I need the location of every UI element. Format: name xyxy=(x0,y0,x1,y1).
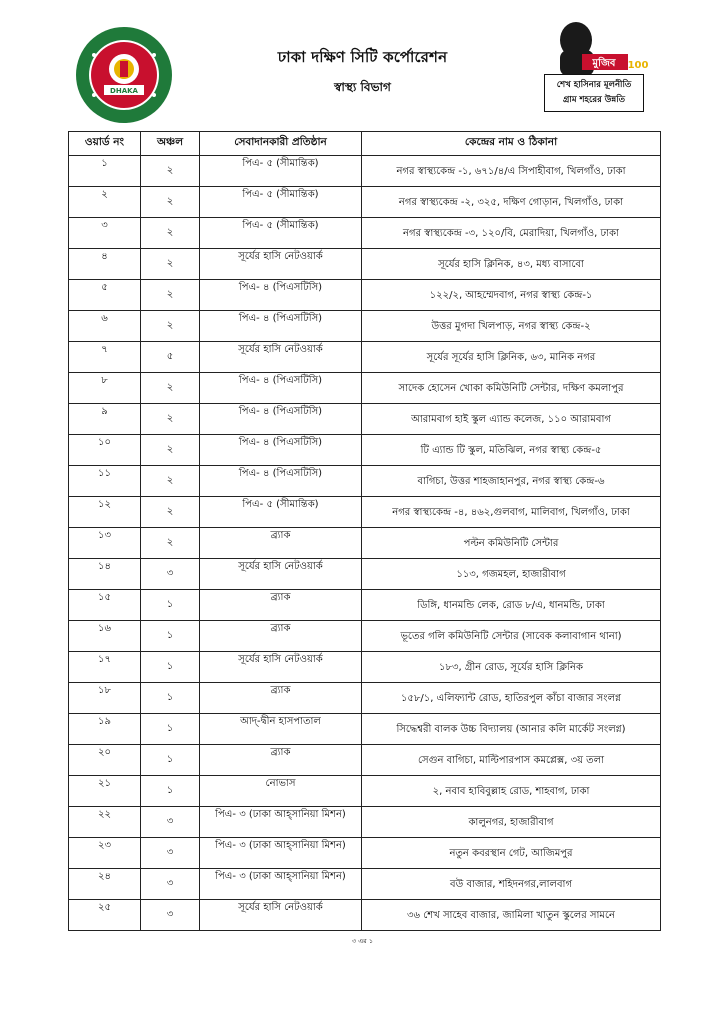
dscc-logo xyxy=(74,25,174,125)
ward-cell: ২০ xyxy=(69,745,141,776)
col-header-zone: অঞ্চল xyxy=(141,132,200,156)
table-row xyxy=(69,807,661,838)
ward-cell: ১৩ xyxy=(69,528,141,559)
provider-cell: আদ্-দ্বীন হাসপাতাল xyxy=(200,714,362,745)
zone-cell: ১ xyxy=(141,745,200,776)
ward-cell: ২২ xyxy=(69,807,141,838)
svg-text:100: 100 xyxy=(627,60,649,71)
ward-cell: ১৪ xyxy=(69,559,141,590)
ward-cell: ১ xyxy=(69,156,141,187)
center-cell: নতুন কবরস্থান গেট, আজিমপুর xyxy=(362,838,661,869)
table-row xyxy=(69,652,661,683)
provider-cell: সূর্যের হাসি নেটওয়ার্ক xyxy=(200,559,362,590)
col-header-provider: সেবাদানকারী প্রতিষ্ঠান xyxy=(200,132,362,156)
provider-cell: পিএ- ৫ (সীমান্তিক) xyxy=(200,218,362,249)
table-row xyxy=(69,714,661,745)
provider-cell: সূর্যের হাসি নেটওয়ার্ক xyxy=(200,249,362,280)
center-cell: নগর স্বাস্থ্যকেন্দ্র -২, ৩২৫, দক্ষিণ গোড়ান, খিলগাঁও, ঢাকা xyxy=(362,187,661,218)
zone-cell: ৩ xyxy=(141,559,200,590)
center-cell: টি এ্যান্ড টি স্কুল, মতিঝিল, নগর স্বাস্থ্য কেন্দ্র-৫ xyxy=(362,435,661,466)
zone-cell: ১ xyxy=(141,683,200,714)
provider-cell: পিএ- ৪ (পিএসটিসি) xyxy=(200,311,362,342)
zone-cell: ২ xyxy=(141,280,200,311)
title-block xyxy=(200,46,525,99)
zone-cell: ২ xyxy=(141,373,200,404)
ward-cell: ৬ xyxy=(69,311,141,342)
table-row xyxy=(69,404,661,435)
page-number: ৩ এর ১ xyxy=(351,937,374,945)
provider-cell: পিএ- ৫ (সীমান্তিক) xyxy=(200,497,362,528)
table-row xyxy=(69,838,661,869)
provider-cell: পিএ- ৪ (পিএসটিসি) xyxy=(200,280,362,311)
zone-cell: ২ xyxy=(141,249,200,280)
slogan-line-1: শেখ হাসিনার মূলনীতি xyxy=(556,80,632,90)
provider-cell: ব্র্যাক xyxy=(200,621,362,652)
zone-cell: ২ xyxy=(141,404,200,435)
provider-cell: পিএ- ৪ (পিএসটিসি) xyxy=(200,435,362,466)
provider-cell: ব্র্যাক xyxy=(200,683,362,714)
zone-cell: ৩ xyxy=(141,869,200,900)
ward-cell: ৭ xyxy=(69,342,141,373)
ward-cell: ২১ xyxy=(69,776,141,807)
ward-cell: ১০ xyxy=(69,435,141,466)
zone-cell: ৩ xyxy=(141,807,200,838)
table-row xyxy=(69,311,661,342)
zone-cell: ২ xyxy=(141,311,200,342)
svg-text:DHAKA: DHAKA xyxy=(110,87,138,95)
svg-text:মুজিব: মুজিব xyxy=(592,58,616,69)
table-row xyxy=(69,528,661,559)
ward-cell: ১৫ xyxy=(69,590,141,621)
center-cell: বউ বাজার, শহিদনগর,লালবাগ xyxy=(362,869,661,900)
provider-cell: পিএ- ৪ (পিএসটিসি) xyxy=(200,466,362,497)
ward-cell: ৯ xyxy=(69,404,141,435)
center-cell: নগর স্বাস্থ্যকেন্দ্র -১, ৬৭১/৪/এ সিপাহীবাগ, খিলগাঁও, ঢাকা xyxy=(362,156,661,187)
zone-cell: ৫ xyxy=(141,342,200,373)
dept-title: স্বাস্থ্য বিভাগ xyxy=(334,80,391,94)
ward-cell: ১২ xyxy=(69,497,141,528)
table-row xyxy=(69,435,661,466)
table-row xyxy=(69,466,661,497)
ward-cell: ২৪ xyxy=(69,869,141,900)
zone-cell: ২ xyxy=(141,218,200,249)
zone-cell: ২ xyxy=(141,528,200,559)
provider-cell: পিএ- ৩ (ঢাকা আহ্‌সানিয়া মিশন) xyxy=(200,838,362,869)
provider-cell: পিএ- ৫ (সীমান্তিক) xyxy=(200,156,362,187)
ward-cell: ১৯ xyxy=(69,714,141,745)
ward-cell: ২৫ xyxy=(69,900,141,931)
provider-cell: সূর্যের হাসি নেটওয়ার্ক xyxy=(200,652,362,683)
zone-cell: ২ xyxy=(141,497,200,528)
provider-cell: নোভাস xyxy=(200,776,362,807)
ward-cell: ১১ xyxy=(69,466,141,497)
table-row xyxy=(69,156,661,187)
center-cell: ১৮৩, গ্রীন রোড, সূর্যের হাসি ক্লিনিক xyxy=(362,652,661,683)
zone-cell: ৩ xyxy=(141,838,200,869)
ward-cell: ৮ xyxy=(69,373,141,404)
provider-cell: পিএ- ৩ (ঢাকা আহ্‌সানিয়া মিশন) xyxy=(200,807,362,838)
provider-cell: ব্র্যাক xyxy=(200,590,362,621)
center-cell: ১৫৮/১, এলিফ্যান্ট রোড, হাতিরপুল কাঁচা বাজার সংলগ্ন xyxy=(362,683,661,714)
center-cell: নগর স্বাস্থ্যকেন্দ্র -৪, ৪৬২,গুলবাগ, মালিবাগ, খিলগাঁও, ঢাকা xyxy=(362,497,661,528)
center-cell: সূর্যের হাসি ক্লিনিক, ৪৩, মধ্য বাসাবো xyxy=(362,249,661,280)
zone-cell: ৩ xyxy=(141,900,200,931)
ward-cell: ৪ xyxy=(69,249,141,280)
table-row xyxy=(69,342,661,373)
center-cell: ভূতের গলি কমিউনিটি সেন্টার (সাবেক কলাবাগান থানা) xyxy=(362,621,661,652)
provider-cell: পিএ- ৫ (সীমান্তিক) xyxy=(200,187,362,218)
center-cell: সেগুন বাগিচা, মাল্টিপারপাস কমপ্লেক্স, ৩য় তলা xyxy=(362,745,661,776)
ward-cell: ৩ xyxy=(69,218,141,249)
table-row xyxy=(69,218,661,249)
center-cell: ১২২/২, আহম্মেদবাগ, নগর স্বাস্থ্য কেন্দ্র-১ xyxy=(362,280,661,311)
table-row xyxy=(69,280,661,311)
center-cell: ১১৩, গজমহল, হাজারীবাগ xyxy=(362,559,661,590)
ward-cell: ২ xyxy=(69,187,141,218)
col-header-ward: ওয়ার্ড নং xyxy=(69,132,141,156)
table-row xyxy=(69,590,661,621)
table-row xyxy=(69,187,661,218)
center-cell: নগর স্বাস্থ্যকেন্দ্র -৩, ১২০/বি, মেরাদিয়া, খিলগাঁও, ঢাকা xyxy=(362,218,661,249)
org-title: ঢাকা দক্ষিণ সিটি কর্পোরেশন xyxy=(277,48,448,66)
table-row xyxy=(69,559,661,590)
table-row xyxy=(69,683,661,714)
center-cell: বাগিচা, উত্তর শাহজাহানপুর, নগর স্বাস্থ্য কেন্দ্র-৬ xyxy=(362,466,661,497)
table-row xyxy=(69,776,661,807)
col-header-center: কেন্দ্রের নাম ও ঠিকানা xyxy=(362,132,661,156)
provider-cell: সূর্যের হাসি নেটওয়ার্ক xyxy=(200,900,362,931)
table-row xyxy=(69,373,661,404)
zone-cell: ১ xyxy=(141,776,200,807)
slogan-box xyxy=(544,74,644,112)
provider-cell: ব্র্যাক xyxy=(200,528,362,559)
provider-cell: ব্র্যাক xyxy=(200,745,362,776)
table-row xyxy=(69,745,661,776)
provider-cell: পিএ- ৪ (পিএসটিসি) xyxy=(200,373,362,404)
slogan-line-2: গ্রাম শহরের উন্নতি xyxy=(562,95,625,105)
table-row xyxy=(69,869,661,900)
ward-cell: ৫ xyxy=(69,280,141,311)
table-row xyxy=(69,249,661,280)
zone-cell: ১ xyxy=(141,621,200,652)
center-cell: কালুনগর, হাজারীবাগ xyxy=(362,807,661,838)
zone-cell: ১ xyxy=(141,652,200,683)
ward-cell: ১৬ xyxy=(69,621,141,652)
center-cell: উত্তর মুগদা খিলপাড়, নগর স্বাস্থ্য কেন্দ্র-২ xyxy=(362,311,661,342)
center-cell: ২, নবাব হাবিবুল্লাহ রোড, শাহবাগ, ঢাকা xyxy=(362,776,661,807)
zone-cell: ১ xyxy=(141,590,200,621)
zone-cell: ২ xyxy=(141,435,200,466)
zone-cell: ১ xyxy=(141,714,200,745)
zone-cell: ২ xyxy=(141,187,200,218)
center-cell: সিদ্ধেশ্বরী বালক উচ্চ বিদ্যালয় (আনার কলি মার্কেট সংলগ্ন) xyxy=(362,714,661,745)
center-cell: পল্টন কমিউনিটি সেন্টার xyxy=(362,528,661,559)
zone-cell: ২ xyxy=(141,156,200,187)
document-header xyxy=(0,0,725,130)
table-header-row xyxy=(69,132,661,156)
table-row xyxy=(69,900,661,931)
center-cell: আরামবাগ হাই স্কুল এ্যান্ড কলেজ, ১১০ আরামবাগ xyxy=(362,404,661,435)
ward-cell: ১৭ xyxy=(69,652,141,683)
center-cell: সাদেক হোসেন খোকা কমিউনিটি সেন্টার, দক্ষিণ কমলাপুর xyxy=(362,373,661,404)
center-cell: ৩৬ শেখ সাহেব বাজার, জামিলা খাতুন স্কুলের সামনে xyxy=(362,900,661,931)
table-row xyxy=(69,621,661,652)
ward-cell: ২৩ xyxy=(69,838,141,869)
provider-cell: পিএ- ৩ (ঢাকা আহ্‌সানিয়া মিশন) xyxy=(200,869,362,900)
center-cell: সূর্যের সূর্যের হাসি ক্লিনিক, ৬৩, মানিক নগর xyxy=(362,342,661,373)
provider-cell: পিএ- ৪ (পিএসটিসি) xyxy=(200,404,362,435)
table-row xyxy=(69,497,661,528)
center-cell: ডিঙ্গি, ধানমন্ডি লেক, রোড ৮/এ, ধানমন্ডি, ঢাকা xyxy=(362,590,661,621)
health-centers-table xyxy=(68,131,661,931)
zone-cell: ২ xyxy=(141,466,200,497)
ward-cell: ১৮ xyxy=(69,683,141,714)
provider-cell: সূর্যের হাসি নেটওয়ার্ক xyxy=(200,342,362,373)
